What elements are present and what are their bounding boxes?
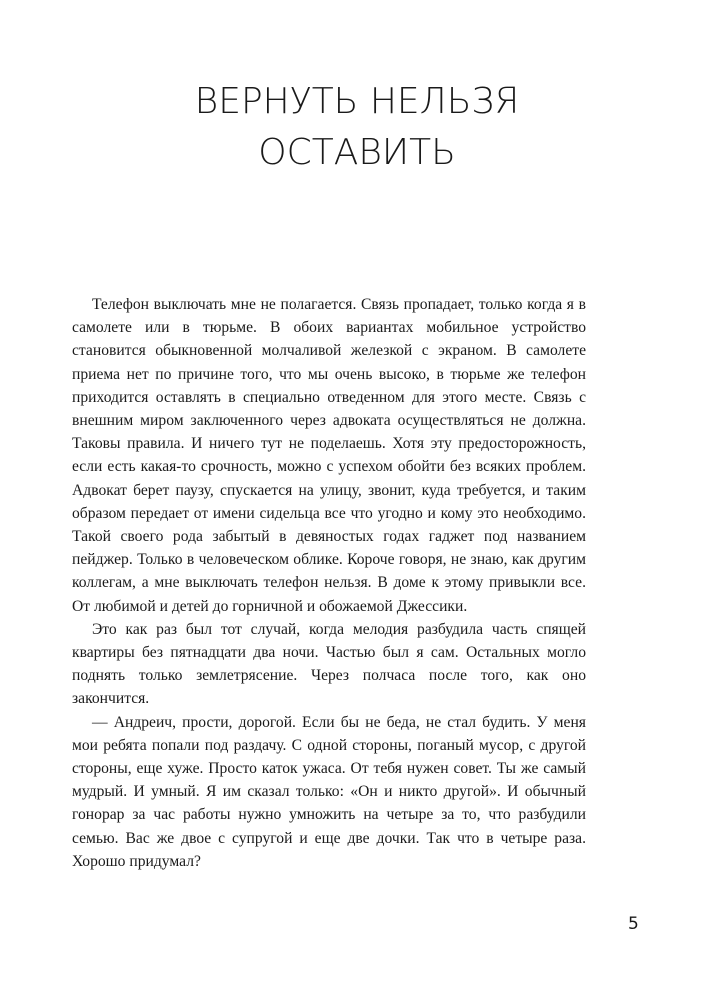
chapter-body xyxy=(72,293,586,873)
paragraph-1: Телефон выключать мне не полагается. Связь пропадает, только когда я в самолете или в тюрьме. В обоих вариантах мобильное устройство становится обыкновенной молчаливой железкой с экраном. В самолете приема нет по причине того, что мы очень высоко, в тюрьме же телефон приходится оставлять в специально отведенном для этого месте. Связь с внешним миром заключенного через адвоката осуществляться не должна. Таковы правила. И ничего тут не поделаешь. Хотя эту предосторожность, если есть какая-то срочность, можно с успехом обойти без всяких проблем. Адвокат берет паузу, спускается на улицу, звонит, куда требуется, и таким образом передает от имени сидельца все что угодно и кому это необходимо. Такой своего рода забытый в девяностых годах гаджет под названием пейджер. Только в человеческом облике. Короче говоря, не знаю, как другим коллегам, а мне выключать телефон нельзя. В доме к этому привыкли все. От любимой и детей до горничной и обожаемой Джессики. xyxy=(72,296,586,615)
chapter-title-line-2: ОСТАВИТЬ xyxy=(258,132,456,173)
paragraph-3: — Андреич, прости, дорогой. Если бы не беда, не стал будить. У меня мои ребята попали под раздачу. С одной стороны, поганый мусор, с другой стороны, еще хуже. Просто каток ужаса. От тебя нужен совет. Ты же самый мудрый. И умный. Я им сказал только: «Он и никто другой». И обычный гонорар за час работы нужно умножить на четыре за то, что разбудили семью. Вас же двое с супругой и еще две дочки. Так что в четыре раза. Хорошо придумал? xyxy=(72,713,586,870)
page-number: 5 xyxy=(628,914,639,934)
chapter-title xyxy=(0,76,714,178)
chapter-title-line-1: ВЕРНУТЬ НЕЛЬЗЯ xyxy=(194,81,520,122)
paragraph-2: Это как раз был тот случай, когда мелодия разбудила часть спящей квартиры без пятнадцати два ночи. Частью был я сам. Остальных могло поднять только землетрясение. Через полчаса после того, как оно закончится. xyxy=(72,620,586,708)
